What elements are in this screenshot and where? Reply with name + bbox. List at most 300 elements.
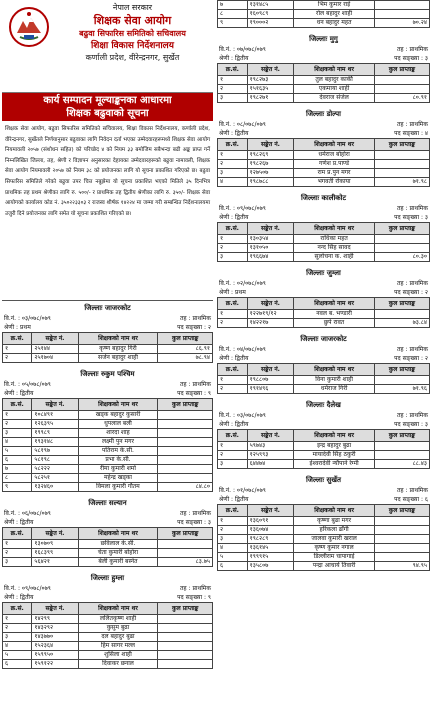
score-column-header: कुल प्राप्ताङ्क [374,430,429,442]
table-row [218,310,430,319]
roll-number-cell: १०८४९१ [32,411,78,420]
serial-column-header: क्र.सं. [218,364,248,376]
roll-number-cell: १९९८९ [32,429,78,438]
roll-number-cell: १३२४६० [32,483,78,492]
table-row [218,562,430,571]
grade-label: श्रेणी : प्रथम [219,289,246,296]
post-count: पद सङ्ख्या : ९ [177,390,211,397]
table-row [218,526,430,535]
district-block [2,369,213,492]
teacher-name-cell: इन्द्र बहादुर बुढा [294,442,375,451]
post-count: पद सङ्ख्या : ३ [394,421,428,428]
table-row [218,376,430,385]
serial-number-cell: २ [3,354,32,363]
level-label: तह : प्राथमिक [180,585,211,592]
name-column-header: शिक्षकको नाम थर [294,223,375,235]
roll-number-cell: १४३२९२ [32,624,78,633]
total-score-cell [158,642,213,651]
serial-number-cell: ३ [3,429,32,438]
district-block [2,573,213,669]
serial-number-cell: १ [3,411,32,420]
grade-label: श्रेणी : द्वितीय [219,214,249,221]
roll-column-header: सङ्केत नं. [32,528,78,540]
teacher-name-cell: कृष्ण बहादुर गिरी [78,345,158,354]
teacher-name-cell: राम प्र.पुन मगर [294,169,375,178]
grade-meta-row [217,288,430,297]
roll-number-cell: १९८२७३ [247,76,294,85]
table-row [3,447,213,456]
serial-number-cell: १ [218,310,248,319]
level-label: तह : प्राथमिक [397,46,428,53]
roll-number-cell: १४३७७० [32,633,78,642]
table-row [218,442,430,451]
teacher-name-cell: लक्ष्मी पुन मगर [78,438,158,447]
teacher-name-cell: विना कुमारी शाही [294,376,375,385]
total-score-cell [374,85,429,94]
roll-number-cell: ६४४७४ [247,460,294,469]
total-score-cell [374,169,429,178]
district-name: जिल्लाः जाजरकोट [300,335,347,343]
district-block [217,193,430,262]
serial-number-cell: ३ [3,633,32,642]
teacher-name-cell: कृष्णा बुढा मगर [294,517,375,526]
grade-meta-row [217,495,430,504]
table-row [3,558,213,567]
serial-number-cell: २ [218,385,248,394]
total-score-cell: ७१.९६ [374,385,429,394]
district-block [2,303,213,363]
score-column-header: कुल प्राप्ताङ्क [158,399,213,411]
advertisement-meta-row [217,204,430,213]
teacher-name-cell: दिवाकर छनाल [78,660,158,669]
grade-meta-row [217,420,430,429]
roll-number-cell: १५९९५० [32,651,78,660]
advertisement-number: वि.नं. : ०८/०७८/०७९ [219,121,266,128]
table-row [3,651,213,660]
advertisement-number: वि.नं. : ०९/०७८/०७९ [219,205,266,212]
left-column [2,0,213,720]
table-header-row [3,333,213,345]
serial-column-header: क्र.सं. [218,505,248,517]
grade-label: श्रेणी : प्रथम [4,324,31,331]
teacher-name-cell: शुसिला शाही [78,651,158,660]
roll-column-header: सङ्केत नं. [32,603,78,615]
nepal-emblem-icon [8,6,50,48]
secretariat-name: बढुवा सिफारिस समितिको सचिवालय [79,29,186,38]
commission-name: शिक्षक सेवा आयोग [93,14,172,27]
roll-number-cell: १९८२६७ [247,160,294,169]
advertisement-number: वि.नं. : ०४/०७८/०७९ [219,346,266,353]
roll-column-header: सङ्केत नं. [247,364,294,376]
level-label: तह : प्राथमिक [397,280,428,287]
table-row [218,535,430,544]
table-header-row [218,505,430,517]
grade-meta-row [217,54,430,63]
table-row [3,633,213,642]
teacher-name-cell: सुलोचना क. शाही [294,253,375,262]
roll-number-cell: १९८२८९ [247,535,294,544]
advertisement-meta-row [2,509,213,518]
roll-number-cell: १९८७८८ [247,178,294,187]
candidate-table [2,602,213,669]
table-row [3,438,213,447]
name-column-header: शिक्षकको नाम थर [294,64,375,76]
total-score-cell [158,438,213,447]
total-score-cell [158,456,213,465]
table-row [3,429,213,438]
office-address: कर्णाली प्रदेश, वीरेन्द्रनगर, सुर्खेत [85,53,180,62]
advertisement-number: वि.नं. : ०३/०७८/०७९ [4,315,51,322]
serial-number-cell: ४ [218,544,248,553]
teacher-name-cell: नवल ब. भण्डारी [294,310,375,319]
total-score-cell: ७०.२४ [374,19,429,28]
teacher-name-cell: शारदा शाह [78,429,158,438]
notice-header [2,0,213,93]
score-column-header: कुल प्राप्ताङ्क [158,528,213,540]
teacher-name-cell: ललितकृष्ण शाही [78,615,158,624]
candidate-table [217,63,430,103]
table-header-row [218,430,430,442]
table-row [218,244,430,253]
candidate-table [217,504,430,571]
table-header-row [218,139,430,151]
roll-number-cell: १२५९९३ [247,451,294,460]
post-count: पद सङ्ख्या : २ [394,355,428,362]
district-name: जिल्लाः कालीकोट [300,194,347,202]
serial-number-cell: ७ [3,465,32,474]
name-column-header: शिक्षकको नाम थर [78,333,158,345]
serial-number-cell: २ [218,85,248,94]
serial-column-header: क्र.सं. [218,430,248,442]
roll-number-cell: ५८२२२ [32,465,78,474]
roll-number-cell: २५१७०४ [32,354,78,363]
level-label: तह : प्राथमिक [397,121,428,128]
humla-continued-block [217,0,430,28]
district-name: जिल्लाः हुम्ला [90,574,125,582]
total-score-cell [158,633,213,642]
advertisement-meta-row [217,45,430,54]
serial-number-cell: ३ [218,94,248,103]
serial-number-cell: ७ [218,1,248,10]
grade-meta-row [217,213,430,222]
district-name: जिल्लाः सल्यान [88,499,127,507]
total-score-cell [158,474,213,483]
serial-number-cell: ४ [3,438,32,447]
table-header-row [218,298,430,310]
serial-number-cell: २ [218,451,248,460]
serial-number-cell: २ [3,549,32,558]
post-count: पद सङ्ख्या : ४ [394,130,428,137]
district-name: जिल्लाः डोल्पा [306,110,341,118]
roll-column-header: सङ्केत नं. [247,223,294,235]
teacher-name-cell: हिम सागर मल्ल [78,642,158,651]
right-district-list [217,34,430,571]
serial-number-cell: ६ [3,456,32,465]
teacher-name-cell: डिल्लीराम चापागाई [294,553,375,562]
score-column-header: कुल प्राप्ताङ्क [374,364,429,376]
grade-meta-row [2,389,213,398]
table-row [3,540,213,549]
roll-number-cell: १६०९८९ [247,10,294,19]
table-row [218,460,430,469]
total-score-cell [158,549,213,558]
post-count: पद सङ्ख्या : ३ [394,55,428,62]
serial-number-cell: २ [218,526,248,535]
serial-column-header: क्र.सं. [3,603,32,615]
roll-number-cell: १९८२७१ [247,94,294,103]
grade-label: श्रेणी : द्वितीय [219,130,249,137]
total-score-cell [374,151,429,160]
grade-meta-row [2,323,213,332]
total-score-cell [374,76,429,85]
teacher-name-cell: राधिका महत [294,235,375,244]
serial-number-cell: ८ [218,10,248,19]
table-header-row [218,64,430,76]
government-name: नेपाल सरकार [112,3,153,12]
teacher-name-cell: दल बहादुर बुढा [78,633,158,642]
table-row [3,642,213,651]
district-block [217,400,430,469]
roll-column-header: सङ्केत नं. [247,298,294,310]
notice-title-banner [2,93,213,121]
table-row [3,456,213,465]
level-label: तह : प्राथमिक [180,510,211,517]
serial-column-header: क्र.सं. [3,333,32,345]
roll-number-cell: १३६०९१ [247,517,294,526]
name-column-header: शिक्षकको नाम थर [78,528,158,540]
humla-continued-table [217,0,430,28]
table-row [218,517,430,526]
roll-column-header: सङ्केत नं. [247,64,294,76]
notice-title-line2: शिक्षक बढुवाको सूचना [66,108,149,119]
roll-number-cell: १४२२१७ [247,319,294,328]
grade-meta-row [2,593,213,602]
total-score-cell [374,553,429,562]
table-row [218,1,430,10]
total-score-cell [374,451,429,460]
total-score-cell [158,615,213,624]
roll-number-cell: १२७५०७ [247,169,294,178]
serial-number-cell: १ [218,76,248,85]
total-score-cell [374,442,429,451]
table-row [218,10,430,19]
serial-column-header: क्र.सं. [3,399,32,411]
teacher-name-cell: ईश्वरादेवी न्यौपाने रेग्मी [294,460,375,469]
level-label: तह : प्राथमिक [180,381,211,388]
serial-number-cell: ३ [218,169,248,178]
teacher-name-cell: जालवा कुमारी खराल [294,535,375,544]
serial-number-cell: ८ [3,474,32,483]
total-score-cell [158,540,213,549]
roll-number-cell: १५२३६४ [32,642,78,651]
total-score-cell: ७८.९४ [158,354,213,363]
level-label: तह : प्राथमिक [397,412,428,419]
district-name: जिल्लाः जुम्ला [306,269,341,277]
table-row [218,76,430,85]
serial-number-cell: ९ [3,483,32,492]
advertisement-meta-row [2,380,213,389]
total-score-cell [374,310,429,319]
table-row [3,474,213,483]
grade-meta-row [217,129,430,138]
total-score-cell [158,447,213,456]
serial-number-cell: १ [218,442,248,451]
teacher-name-cell: एकमाया शाही [294,85,375,94]
roll-number-cell: १२६३९५ [32,420,78,429]
table-row [218,235,430,244]
grade-meta-row [217,354,430,363]
advertisement-meta-row [2,584,213,593]
grade-meta-row [2,518,213,527]
serial-number-cell: ६ [3,660,32,669]
table-header-row [3,399,213,411]
advertisement-number: वि.नं. : ०२/०७८/०७९ [219,280,266,287]
teacher-name-cell: प्रभा के.सी. [78,456,158,465]
candidate-table [2,398,213,492]
candidate-table [2,332,213,363]
serial-number-cell: १ [218,151,248,160]
serial-number-cell: २ [3,624,32,633]
teacher-name-cell: धुपलाल बली [78,420,158,429]
teacher-name-cell: धन बहादुर महत [294,19,375,28]
total-score-cell [374,535,429,544]
roll-number-cell: १९६६७४ [247,253,294,262]
total-score-cell [374,526,429,535]
grade-label: श्रेणी : द्वितीय [4,390,34,397]
serial-number-cell: ३ [218,253,248,262]
total-score-cell: ८८.४३ [374,460,429,469]
teacher-name-cell: खड्क बहादुर कुसारी [78,411,158,420]
serial-number-cell: ५ [218,553,248,562]
serial-number-cell: ३ [3,558,32,567]
grade-label: श्रेणी : द्वितीय [219,355,249,362]
serial-number-cell: २ [3,420,32,429]
teacher-name-cell: चेता कुमारी बोहोरा [78,549,158,558]
total-score-cell: ९४.९५ [374,562,429,571]
serial-number-cell: ६ [218,562,248,571]
table-row [218,544,430,553]
table-header-row [3,603,213,615]
serial-number-cell: २ [218,160,248,169]
roll-number-cell: १३५८०७ [247,562,294,571]
name-column-header: शिक्षकको नाम थर [294,505,375,517]
roll-number-cell: १९०००२ [247,19,294,28]
advertisement-number: वि.नं. : ०९/०७८/०७९ [4,585,51,592]
roll-number-cell: १९३१४८ [32,438,78,447]
total-score-cell [374,244,429,253]
advertisement-meta-row [217,411,430,420]
total-score-cell [158,420,213,429]
teacher-name-cell: मायादेवी सिंह ठकुरी [294,451,375,460]
level-label: तह : प्राथमिक [397,346,428,353]
roll-column-header: सङ्केत नं. [32,399,78,411]
teacher-name-cell: धर्मराज बोहोरा [294,151,375,160]
total-score-cell [158,660,213,669]
total-score-cell: ८६.९१ [158,345,213,354]
table-row [218,451,430,460]
grade-label: श्रेणी : द्वितीय [219,496,249,503]
roll-number-cell: १५९१२२ [32,660,78,669]
grade-label: श्रेणी : द्वितीय [219,421,249,428]
teacher-name-cell: महेन्द्र खड्का [78,474,158,483]
post-count: पद सङ्ख्या : २ [177,324,211,331]
teacher-name-cell: नन्द सिंह सावद [294,244,375,253]
serial-number-cell: ३ [218,535,248,544]
teacher-name-cell: भगवती रोकाया [294,178,375,187]
right-column [217,0,430,720]
total-score-cell: ८०.३० [374,253,429,262]
table-row [218,160,430,169]
roll-number-cell: २५१४४ [32,345,78,354]
advertisement-meta-row [217,279,430,288]
score-column-header: कुल प्राप्ताङ्क [158,603,213,615]
serial-number-cell: १ [3,345,32,354]
district-name: जिल्लाः दैलेख [306,401,341,409]
table-row [3,624,213,633]
teacher-name-cell: पन्द्रा आचार्य तिवारी [294,562,375,571]
teacher-name-cell: गणेश प्र.पाण्डे [294,160,375,169]
advertisement-number: वि.नं. : ०५/०७८/०७९ [4,381,51,388]
roll-number-cell: १३०७०९ [32,540,78,549]
roll-number-cell: १९८८०७ [247,376,294,385]
roll-column-header: सङ्केत नं. [247,430,294,442]
post-count: पद सङ्ख्या : ३ [177,519,211,526]
candidate-table [217,297,430,328]
table-row [3,354,213,363]
level-label: तह : प्राथमिक [397,487,428,494]
serial-number-cell: १ [218,235,248,244]
serial-column-header: क्र.सं. [218,64,248,76]
roll-number-cell: ५८१९८ [32,456,78,465]
serial-number-cell: ५ [3,447,32,456]
teacher-name-cell: हरिकला ढाँगी [294,526,375,535]
total-score-cell: ८३.७५ [158,558,213,567]
district-block [217,109,430,187]
serial-number-cell: ३ [218,460,248,469]
score-column-header: कुल प्राप्ताङ्क [374,505,429,517]
roll-number-cell: १९९९१५ [247,553,294,562]
district-block [2,498,213,567]
total-score-cell [374,235,429,244]
roll-number-cell: ५८१९७ [32,447,78,456]
district-name: जिल्लाः सुर्खेत [305,476,342,484]
serial-column-header: क्र.सं. [218,223,248,235]
post-count: पद सङ्ख्या : ६ [394,496,428,503]
name-column-header: शिक्षकको नाम थर [78,603,158,615]
district-block [217,475,430,571]
roll-number-cell: १६८३९९ [32,549,78,558]
teacher-name-cell: छुपे रावत [294,319,375,328]
district-block [217,268,430,328]
candidate-table [217,222,430,262]
name-column-header: शिक्षकको नाम थर [294,430,375,442]
roll-column-header: सङ्केत नं. [247,139,294,151]
grade-label: श्रेणी : द्वितीय [4,594,34,601]
teacher-name-cell: सर्जन बहादुर शाही [78,354,158,363]
table-row [3,411,213,420]
advertisement-number: वि.नं. : ०३/०७८/०७९ [219,412,266,419]
table-row [3,483,213,492]
score-column-header: कुल प्राप्ताङ्क [374,298,429,310]
serial-column-header: क्र.सं. [218,298,248,310]
advertisement-meta-row [217,345,430,354]
table-row [3,420,213,429]
table-row [3,345,213,354]
roll-number-cell: १९१४९६ [247,385,294,394]
district-name: जिल्लाः रुकुम पश्चिम [80,370,135,378]
teacher-name-cell: तुल बहादुर कार्की [294,76,375,85]
roll-number-cell: १२२७१९/१२ [247,310,294,319]
